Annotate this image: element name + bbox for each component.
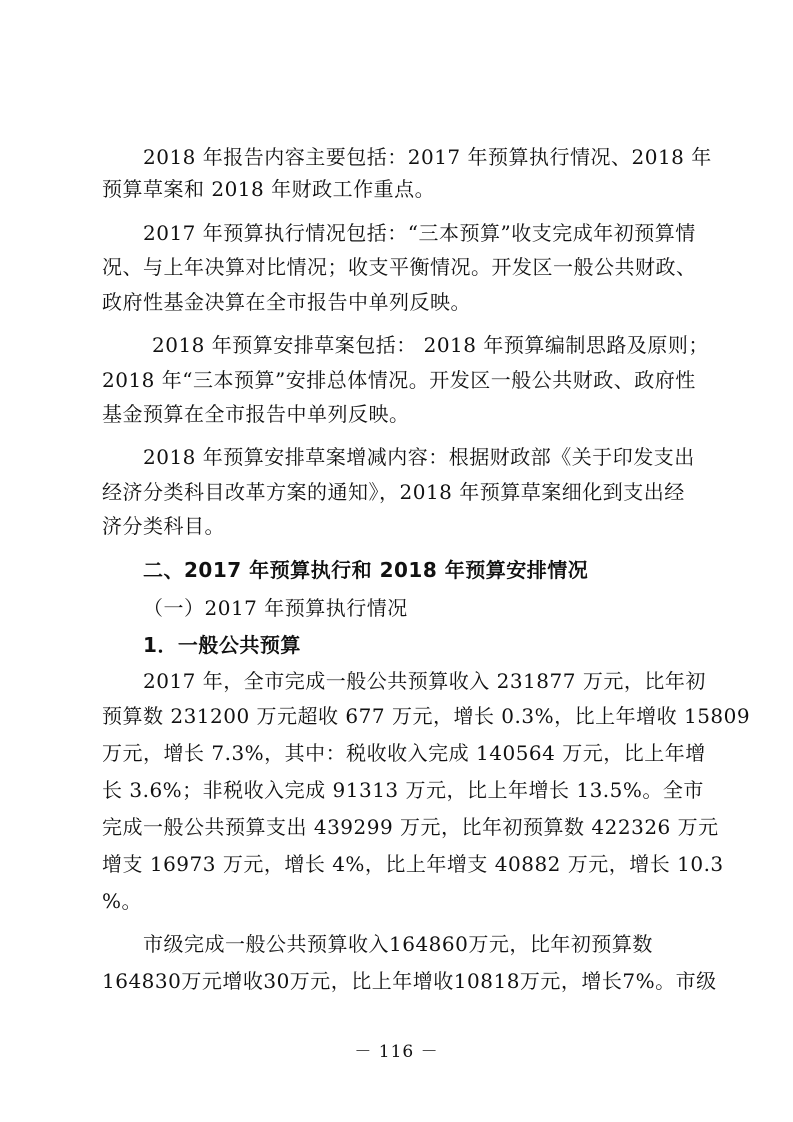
paragraph-5-line-5: 完成一般公共预算支出 439299 万元，比年初预算数 422326 万元 bbox=[102, 815, 719, 839]
paragraph-1-line-2: 预算草案和 2018 年财政工作重点。 bbox=[102, 177, 436, 201]
paragraph-5-line-2: 预算数 231200 万元超收 677 万元，增长 0.3%，比上年增收 15809 bbox=[102, 704, 751, 728]
section-heading: 二、2017 年预算执行和 2018 年预算安排情况 bbox=[143, 558, 589, 582]
paragraph-2-line-2: 况、与上年决算对比情况；收支平衡情况。开发区一般公共财政、 bbox=[102, 255, 697, 279]
paragraph-4-line-3: 济分类科目。 bbox=[102, 514, 225, 538]
paragraph-6-line-1: 市级完成一般公共预算收入164860万元，比年初预算数 bbox=[143, 932, 653, 956]
paragraph-4-line-1: 2018 年预算安排草案增减内容：根据财政部《关于印发支出 bbox=[143, 445, 695, 469]
paragraph-3-line-3: 基金预算在全市报告中单列反映。 bbox=[102, 402, 410, 426]
paragraph-4-line-2: 经济分类科目改革方案的通知》，2018 年预算草案细化到支出经 bbox=[102, 480, 685, 504]
paragraph-6-line-2: 164830万元增收30万元，比上年增收10818万元，增长7%。市级 bbox=[102, 969, 717, 993]
paragraph-5-line-4: 长 3.6%；非税收入完成 91313 万元，比上年增长 13.5%。全市 bbox=[102, 778, 704, 802]
paragraph-2-line-3: 政府性基金决算在全市报告中单列反映。 bbox=[102, 290, 471, 314]
paragraph-1-line-1: 2018 年报告内容主要包括：2017 年预算执行情况、2018 年 bbox=[143, 145, 712, 169]
subsection-heading: （一）2017 年预算执行情况 bbox=[143, 596, 408, 620]
paragraph-5-line-6: 增支 16973 万元，增长 4%，比上年增支 40882 万元，增长 10.3 bbox=[102, 852, 724, 876]
paragraph-5-line-7: %。 bbox=[102, 889, 143, 913]
paragraph-5-line-3: 万元，增长 7.3%，其中：税收收入完成 140564 万元，比上年增 bbox=[102, 741, 706, 765]
page-number: － 116 － bbox=[354, 1042, 439, 1062]
paragraph-3-line-2: 2018 年“三本预算”安排总体情况。开发区一般公共财政、政府性 bbox=[102, 368, 696, 392]
item-heading: 1．一般公共预算 bbox=[143, 633, 301, 657]
paragraph-5-line-1: 2017 年，全市完成一般公共预算收入 231877 万元，比年初 bbox=[143, 669, 706, 693]
paragraph-3-line-1: 2018 年预算安排草案包括： 2018 年预算编制思路及原则； bbox=[152, 333, 709, 357]
paragraph-2-line-1: 2017 年预算执行情况包括：“三本预算”收支完成年初预算情 bbox=[143, 221, 696, 245]
